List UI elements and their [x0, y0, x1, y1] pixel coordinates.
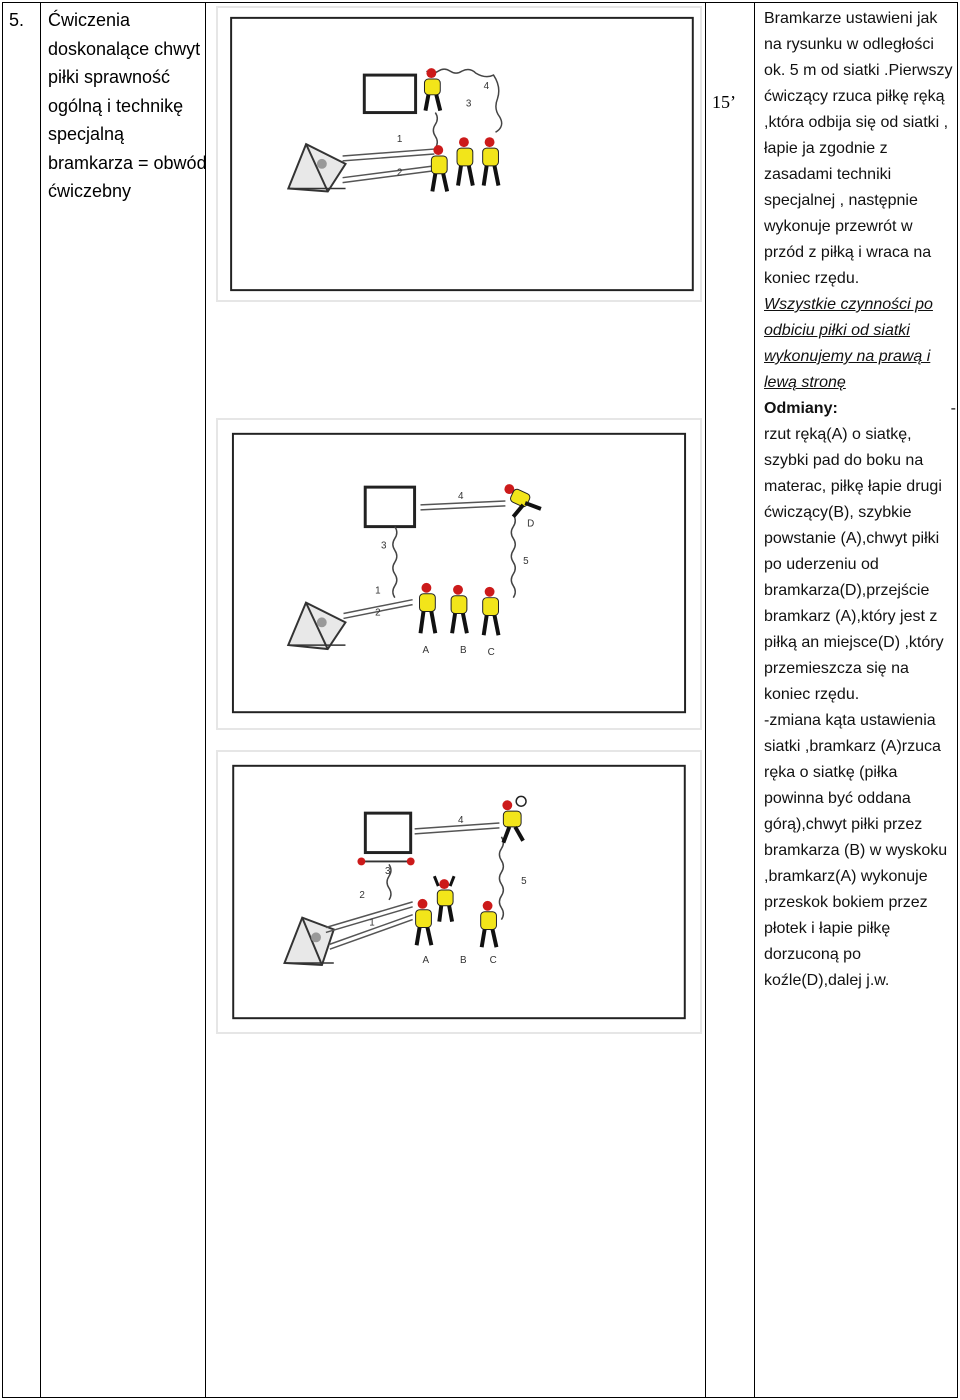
diagram-label: 2: [396, 167, 403, 179]
goalkeeper-figure: [451, 585, 467, 633]
ball-path-wavy: [511, 515, 515, 598]
diagram-label: A: [422, 644, 430, 656]
rebound-net: [288, 144, 345, 191]
goalkeeper-figure: [483, 587, 499, 635]
table-border-top: [2, 2, 958, 3]
diagram-frame: [233, 434, 685, 712]
goalkeeper-diving: [504, 484, 541, 517]
exercise-title: Ćwiczenia doskonalące chwyt piłki sprawność ogólną i technikę specjalną bramkarza = obwód ćwiczebny: [48, 10, 207, 201]
hurdle: [357, 857, 414, 865]
diagram-label: B: [459, 644, 467, 656]
diagram-label: 3: [465, 98, 472, 110]
goalkeeper-figure: [431, 145, 447, 191]
pass-line-2: [421, 506, 506, 510]
diagram-label: 2: [375, 607, 381, 619]
goalkeeper-figure: [420, 583, 436, 633]
exercise-duration: 15’: [712, 92, 736, 112]
table-divider: [705, 2, 706, 1398]
diagram-label: A: [422, 954, 430, 966]
description-paragraph: Bramkarze ustawieni jak na rysunku w odległości ok. 5 m od siatki .Pierwszy ćwiczący rzuca piłkę ręką ,która odbija się od siatki , łapie ja zgodnie z zasadami techniki specjalnej , następnie wykonuje przewrót w przód z piłką i wraca na koniec rzędu.: [764, 10, 953, 287]
pass-line-4: [343, 171, 435, 183]
goalkeeper-figure: [416, 899, 432, 945]
diagram-label: 4: [483, 80, 490, 92]
diagram-label: 1: [375, 585, 381, 597]
goalkeeper-figure: [481, 901, 497, 947]
diagram-label: 5: [523, 556, 529, 568]
goalkeeper-jumping: [434, 876, 454, 921]
table-border-right: [957, 2, 958, 1398]
diagram-label: 1: [396, 134, 403, 146]
goal-box: [365, 487, 414, 526]
row-number: 5.: [9, 10, 25, 30]
diagram-label: 3: [385, 866, 391, 878]
rebound-net: [284, 918, 333, 965]
ball-path-wavy: [499, 837, 503, 920]
diagram-label: 3: [381, 540, 387, 552]
table-divider: [205, 2, 206, 1398]
diagram-label: 4: [458, 814, 464, 826]
variants-paragraph: [764, 396, 956, 708]
pass-line-3: [343, 166, 435, 178]
diagram-label: 1: [369, 917, 375, 929]
diagram-frame: [233, 766, 685, 1018]
variant-2-text: -zmiana kąta ustawienia siatki ,bramkarz (A)rzuca ręka o siatkę (piłka powinna być oddana górą),chwyt piłki przez bramkarza (B) w wyskoku ,bramkarz(A) wykonuje przeskok bokiem przez płotek i łapie piłkę dorzuconą po koźle(D),dalej j.w.: [764, 712, 948, 989]
variant-1-text: rzut ręką(A) o siatkę, szybki pad do boku na materac, piłkę łapie drugi ćwiczący(B), szybkie powstanie (A),chwyt piłki po uderzeniu od bramkarza(D),przejście bramkarz (A),który jest z piłką an miejsce(D) ,który przemieszcza się na koniec rzędu.: [764, 426, 944, 703]
goalkeeper-figure: [457, 137, 473, 185]
diagram-label: C: [487, 646, 495, 658]
ball-path-wavy: [433, 113, 437, 149]
pass-line-1: [415, 823, 500, 829]
exercise-diagram-1: [216, 6, 702, 302]
table-border-bottom: [2, 1397, 958, 1398]
exercise-table: [2, 2, 958, 1398]
description-note: Wszystkie czynności po odbiciu piłki od siatki wykonujemy na prawą i lewą stronę: [764, 296, 933, 391]
table-divider: [40, 2, 41, 1398]
goalkeeper-figure: [483, 137, 499, 185]
variants-heading-row: [764, 396, 956, 422]
goal-box: [364, 75, 415, 112]
diagram-label: 2: [359, 889, 365, 901]
diagram-label: C: [489, 954, 497, 966]
table-border-left: [2, 2, 3, 1398]
exercise-diagram-3: [216, 750, 702, 1034]
diagram-label: 4: [458, 490, 464, 502]
diagram-label: B: [459, 954, 467, 966]
variants-dash: -: [950, 400, 956, 417]
table-divider: [754, 2, 755, 1398]
rebound-net: [288, 603, 345, 649]
goalkeeper-figure: [424, 68, 440, 110]
diagram-label: 5: [521, 876, 527, 888]
goal-box: [365, 813, 410, 852]
variants-label: Odmiany:: [764, 400, 838, 417]
pass-line-2: [415, 828, 500, 834]
diagram-label: D: [527, 518, 535, 530]
ball: [516, 796, 526, 806]
exercise-diagram-2: [216, 418, 702, 730]
exercise-description: [764, 6, 956, 994]
ball-path-wavy: [393, 527, 397, 598]
